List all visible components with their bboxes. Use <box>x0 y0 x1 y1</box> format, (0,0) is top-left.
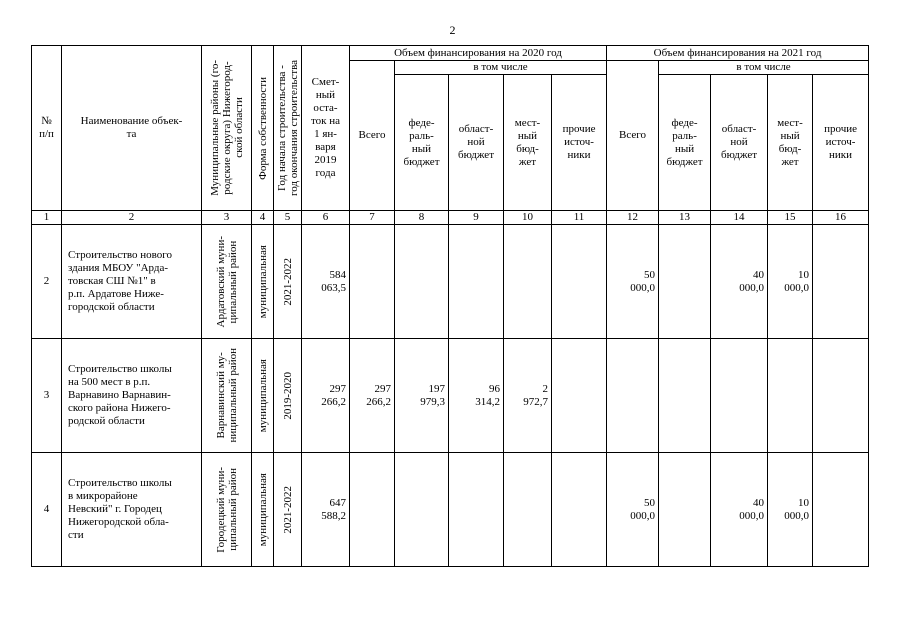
column-number: 16 <box>813 211 869 225</box>
row-regional-2020: 96 314,2 <box>449 339 504 453</box>
row-local-2020 <box>504 225 552 339</box>
row-ownership-text: муниципальная <box>256 472 269 547</box>
column-number: 5 <box>274 211 302 225</box>
table-row <box>32 453 869 567</box>
row-district-text: Городецкий муни- ципальный район <box>214 466 239 553</box>
header-including-2020: в том числе <box>395 61 607 75</box>
row-years-text: 2019-2020 <box>281 371 294 420</box>
header-years <box>274 46 302 211</box>
row-other-2020 <box>552 339 607 453</box>
row-object-name: Строительство нового здания МБОУ "Арда- товская СШ №1" в р.п. Ардатове Ниже- городской области <box>62 225 202 339</box>
row-district <box>202 453 252 567</box>
table-row <box>32 339 869 453</box>
header-total-2020: Всего <box>350 61 395 211</box>
row-regional-2021 <box>711 339 768 453</box>
row-regional-2020 <box>449 453 504 567</box>
column-number: 10 <box>504 211 552 225</box>
row-total-2020 <box>350 453 395 567</box>
row-ownership <box>252 339 274 453</box>
row-other-2020 <box>552 225 607 339</box>
header-fin-2020: Объем финансирования на 2020 год <box>350 46 607 61</box>
row-federal-2020: 197 979,3 <box>395 339 449 453</box>
column-number: 2 <box>62 211 202 225</box>
header-federal-2021: феде- раль- ный бюджет <box>659 75 711 211</box>
column-number-row <box>32 211 869 225</box>
row-regional-2021: 40 000,0 <box>711 225 768 339</box>
row-balance: 297 266,2 <box>302 339 350 453</box>
row-regional-2020 <box>449 225 504 339</box>
row-other-2021 <box>813 453 869 567</box>
row-district <box>202 339 252 453</box>
row-num: 3 <box>32 339 62 453</box>
row-local-2021: 10 000,0 <box>768 225 813 339</box>
column-number: 6 <box>302 211 350 225</box>
row-other-2021 <box>813 225 869 339</box>
column-number: 4 <box>252 211 274 225</box>
row-years-text: 2021-2022 <box>281 257 294 306</box>
row-num: 4 <box>32 453 62 567</box>
page-number: 2 <box>449 23 456 37</box>
row-years-text: 2021-2022 <box>281 485 294 534</box>
row-years <box>274 339 302 453</box>
header-ownership <box>252 46 274 211</box>
row-object-name: Строительство школы на 500 мест в р.п. Варнавино Варнавин- ского района Нижего- родской области <box>62 339 202 453</box>
header-federal-2020: феде- раль- ный бюджет <box>395 75 449 211</box>
row-federal-2021 <box>659 453 711 567</box>
row-district-text: Варнавинский му- ниципальный район <box>214 348 239 443</box>
row-ownership-text: муниципальная <box>256 244 269 319</box>
row-years <box>274 225 302 339</box>
row-ownership-text: муниципальная <box>256 358 269 433</box>
column-number: 1 <box>32 211 62 225</box>
row-local-2020 <box>504 453 552 567</box>
header-ownership-text: Форма собственности <box>256 76 269 180</box>
row-total-2021 <box>607 339 659 453</box>
row-ownership <box>252 453 274 567</box>
row-local-2021: 10 000,0 <box>768 453 813 567</box>
row-num: 2 <box>32 225 62 339</box>
row-balance: 647 588,2 <box>302 453 350 567</box>
column-number: 15 <box>768 211 813 225</box>
header-including-2021: в том числе <box>659 61 869 75</box>
header-num: № п/п <box>32 46 62 211</box>
row-object-name: Строительство школы в микрорайоне Невский" г. Городец Нижегородской обла- сти <box>62 453 202 567</box>
row-federal-2020 <box>395 225 449 339</box>
header-other-2020: прочие источ- ники <box>552 75 607 211</box>
row-federal-2021 <box>659 339 711 453</box>
row-district <box>202 225 252 339</box>
header-district <box>202 46 252 211</box>
header-local-2020: мест- ный бюд- жет <box>504 75 552 211</box>
row-ownership <box>252 225 274 339</box>
row-regional-2021: 40 000,0 <box>711 453 768 567</box>
column-number: 8 <box>395 211 449 225</box>
row-other-2020 <box>552 453 607 567</box>
row-other-2021 <box>813 339 869 453</box>
column-number: 9 <box>449 211 504 225</box>
row-years <box>274 453 302 567</box>
row-total-2020 <box>350 225 395 339</box>
header-total-2021: Всего <box>607 61 659 211</box>
header-object-name: Наименование объек- та <box>62 46 202 211</box>
column-number: 11 <box>552 211 607 225</box>
header-other-2021: прочие источ- ники <box>813 75 869 211</box>
row-total-2020: 297 266,2 <box>350 339 395 453</box>
row-balance: 584 063,5 <box>302 225 350 339</box>
row-total-2021: 50 000,0 <box>607 225 659 339</box>
header-balance: Смет- ный оста- ток на 1 ян- варя 2019 года <box>302 46 350 211</box>
column-number: 12 <box>607 211 659 225</box>
header-years-text: Год начала строительства - год окончания строительства <box>275 60 300 196</box>
financing-table <box>31 45 869 567</box>
column-number: 13 <box>659 211 711 225</box>
header-row-1 <box>32 46 869 61</box>
row-local-2020: 2 972,7 <box>504 339 552 453</box>
column-number: 7 <box>350 211 395 225</box>
row-local-2021 <box>768 339 813 453</box>
row-federal-2021 <box>659 225 711 339</box>
header-district-text: Муниципальные районы (го- родские округа) Нижегород- ской области <box>208 60 245 196</box>
row-total-2021: 50 000,0 <box>607 453 659 567</box>
header-regional-2020: област- ной бюджет <box>449 75 504 211</box>
column-number: 14 <box>711 211 768 225</box>
header-regional-2021: област- ной бюджет <box>711 75 768 211</box>
header-local-2021: мест- ный бюд- жет <box>768 75 813 211</box>
row-district-text: Ардатовский муни- ципальный район <box>214 235 239 328</box>
row-federal-2020 <box>395 453 449 567</box>
column-number: 3 <box>202 211 252 225</box>
table-row <box>32 225 869 339</box>
header-fin-2021: Объем финансирования на 2021 год <box>607 46 869 61</box>
